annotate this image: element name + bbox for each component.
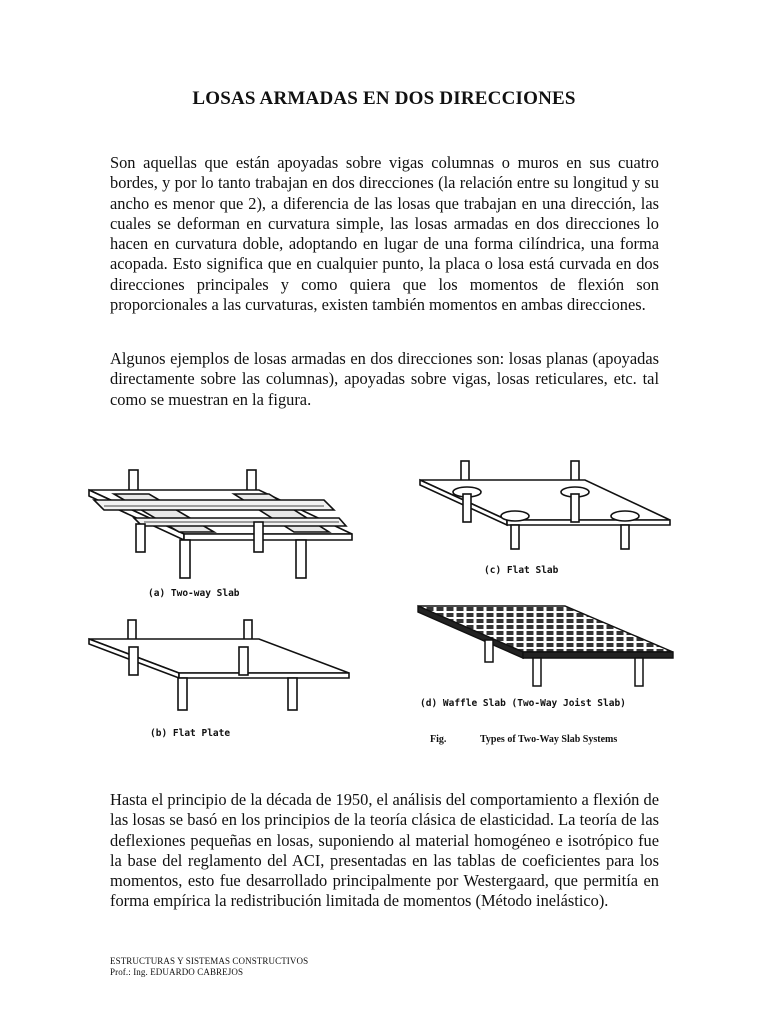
two-way-slab-illustration [84, 462, 359, 587]
footer-course: ESTRUCTURAS Y SISTEMAS CONSTRUCTIVOS [110, 956, 309, 966]
caption-waffle-slab: (d) Waffle Slab (Two-Way Joist Slab) [420, 698, 626, 709]
paragraph-history: Hasta el principio de la década de 1950, el análisis del comportamiento a flexión de las losas se basó en los principios de la teoría clásica de elasticidad. La teoría de las deflexiones pequeñas en losas, suponiendo al material homogéneo e isotrópico fue la base del reglamento del ACI, presentadas en las tablas de coeficientes para los momentos, esto fue desarrollado principalmente por Westergaard, que permitía en forma empírica la redistribución limitada de momentos (Método inelástico). [110, 790, 659, 911]
caption-flat-slab: (c) Flat Slab [484, 565, 559, 576]
paragraph-examples: Algunos ejemplos de losas armadas en dos direcciones son: losas planas (apoyadas directamente sobre las columnas), apoyadas sobre vigas, losas reticulares, etc. tal como se muestran en la figura. [110, 349, 659, 409]
footer-professor: Prof.: Ing. EDUARDO CABREJOS [110, 967, 244, 977]
page-title: LOSAS ARMADAS EN DOS DIRECCIONES [192, 88, 576, 109]
flat-slab-illustration [415, 458, 677, 554]
figure-title: Types of Two-Way Slab Systems [480, 734, 618, 745]
waffle-slab-illustration [415, 600, 677, 692]
figure-label: Fig. [430, 734, 447, 745]
flat-plate-illustration [84, 615, 359, 715]
paragraph-definition: Son aquellas que están apoyadas sobre vigas columnas o muros en sus cuatro bordes, y por lo tanto trabajan en dos direcciones (la relación entre su longitud y su ancho es menor que 2), a diferencia de las losas que trabajan en una dirección, las cuales se deforman en curvatura simple, las losas armadas en dos direcciones lo hacen en curvatura doble, adoptando en lugar de una forma cilíndrica, una forma acopada. Esto significa que en cualquier punto, la placa o losa está curvada en dos direcciones principales y como quiera que los momentos de flexión son proporcionales a las curvaturas, existen también momentos en ambas direcciones. [110, 153, 659, 315]
caption-two-way-slab: (a) Two-way Slab [148, 588, 240, 599]
caption-flat-plate: (b) Flat Plate [150, 728, 231, 739]
footer [110, 956, 308, 978]
